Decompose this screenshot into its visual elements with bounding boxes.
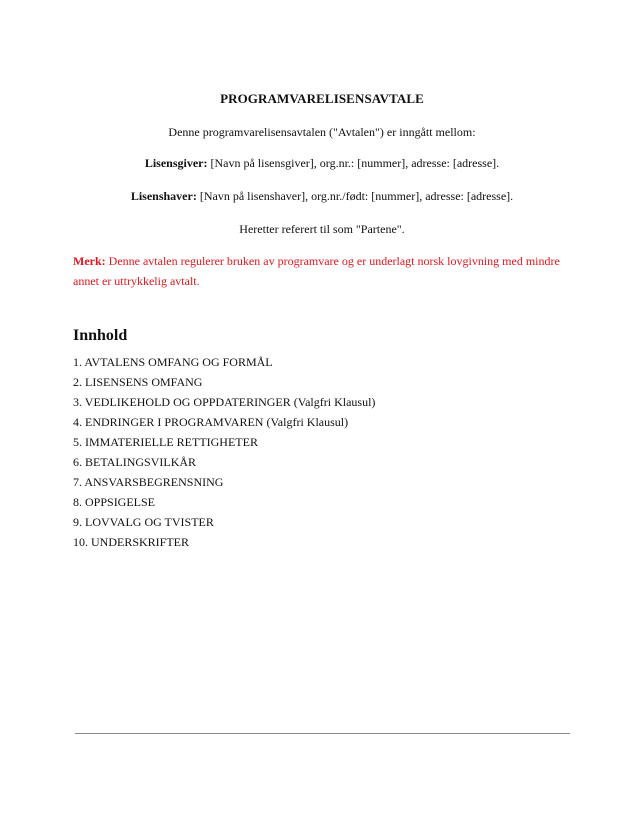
note-paragraph: [73, 251, 573, 291]
licensor-line: [0, 156, 644, 171]
toc-item: 4. ENDRINGER I PROGRAMVAREN (Valgfri Klausul): [73, 415, 349, 429]
note-label: Merk:: [73, 254, 106, 268]
licensee-text: [Navn på lisenshaver], org.nr./født: [nummer], adresse: [adresse].: [196, 189, 514, 203]
note-text: Denne avtalen regulerer bruken av programvare og er underlagt norsk lovgivning med mindre annet er uttrykkelig avtalt.: [73, 254, 560, 288]
toc-item: 2. LISENSENS OMFANG: [73, 375, 203, 389]
toc-item: 10. UNDERSKRIFTER: [73, 535, 190, 549]
toc-item: 1. AVTALENS OMFANG OG FORMÅL: [73, 355, 273, 369]
toc-item: 3. VEDLIKEHOLD OG OPPDATERINGER (Valgfri Klausul): [73, 395, 376, 409]
toc-item: 6. BETALINGSVILKÅR: [73, 455, 197, 469]
licensor-label: Lisensgiver:: [144, 156, 208, 170]
licensee-label: Lisenshaver:: [130, 189, 197, 203]
toc-item: 5. IMMATERIELLE RETTIGHETER: [73, 435, 258, 449]
toc-heading: Innhold: [73, 327, 128, 344]
toc-list: [73, 352, 375, 552]
parties-reference: Heretter referert til som "Partene".: [239, 222, 405, 236]
toc-item: 9. LOVVALG OG TVISTER: [73, 515, 214, 529]
toc-item: 7. ANSVARSBEGRENSNING: [73, 475, 224, 489]
document-title: PROGRAMVARELISENSAVTALE: [220, 91, 424, 106]
toc-item: 8. OPPSIGELSE: [73, 495, 156, 509]
licensor-text: [Navn på lisensgiver], org.nr.: [nummer], adresse: [adresse].: [207, 156, 500, 170]
footer-divider: [75, 733, 570, 734]
intro-text: Denne programvarelisensavtalen ("Avtalen") er inngått mellom:: [168, 125, 476, 139]
licensee-line: [0, 189, 644, 204]
